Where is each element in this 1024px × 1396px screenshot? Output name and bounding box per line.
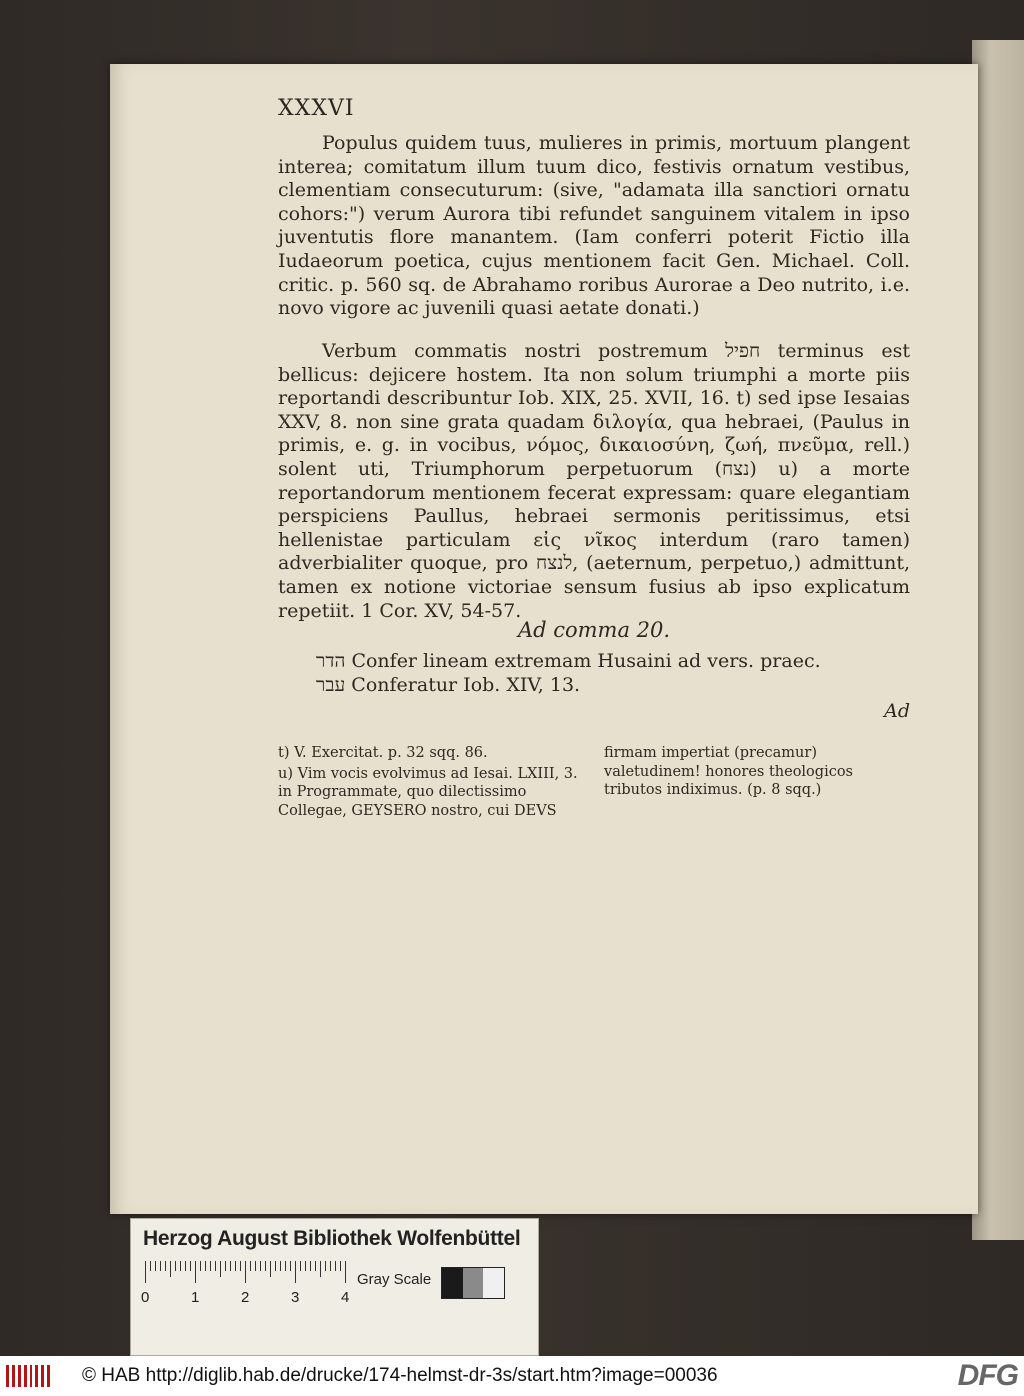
ruler-tick: [185, 1261, 186, 1271]
ruler-number: 4: [341, 1289, 350, 1306]
ruler-tick: [280, 1261, 281, 1271]
ruler-tick: [200, 1261, 201, 1271]
grayscale-patch: [463, 1268, 484, 1298]
card-title: Herzog August Bibliothek Wolfenbüttel: [143, 1227, 521, 1250]
footnote-u-continued: firmam impertiat (precamur) valetudinem! honores theologicos tributos indiximus. (p. 8 sqq.): [604, 745, 853, 798]
footnote-column-left: [278, 744, 584, 822]
footnotes: [278, 744, 910, 822]
ruler-number: 2: [241, 1289, 250, 1306]
dfg-logo: DFG: [957, 1359, 1018, 1392]
ruler-tick: [275, 1261, 276, 1271]
ruler-tick: [205, 1261, 206, 1271]
ruler-tick: [220, 1261, 221, 1277]
paragraph-2: Verbum commatis nostri postremum חפיל terminus est bellicus: dejicere hostem. Ita non solum triumphi a morte piis reportandi describuntur Iob. XIX, 25. XVII, 16. t) sed ipse Iesaias XXV, 8. non sine grata quadam διλογία, qua hebraei, (Paulus in primis, e. g. in vocibus, νόμος, δικαιοσύνη, ζωή, πνεῦμα, rell.) solent uti, Triumphorum perpetuorum (נצח) u) a morte reportandorum mentionem fecerat expressam: quare elegantiam perspiciens Paullus, hebraei sermonis peritissimus, etsi hellenistae particulam εἰς νῖκος interdum (raro tamen) adverbialiter quoque, pro לנצח, (aeternum, perpetuo,) admittunt, tamen ex notione victoriae sensum fusius ab ipso explicatum repetiit. 1 Cor. XV, 54-57.: [278, 340, 910, 622]
ruler-tick: [175, 1261, 176, 1271]
ruler-tick: [250, 1261, 251, 1271]
copyright-url[interactable]: © HAB http://diglib.hab.de/drucke/174-helmst-dr-3s/start.htm?image=00036: [82, 1365, 718, 1386]
ruler-tick: [335, 1261, 336, 1271]
ruler-tick: [290, 1261, 291, 1271]
page-header: XXXVI: [278, 96, 355, 121]
ruler-tick: [260, 1261, 261, 1271]
ruler-tick: [150, 1261, 151, 1271]
ruler-tick: [210, 1261, 211, 1271]
ruler-number: 1: [191, 1289, 200, 1306]
ruler-tick: [195, 1261, 196, 1283]
footnote-column-right: [604, 744, 910, 822]
ruler-tick: [190, 1261, 191, 1271]
viewer-footer: [0, 1356, 1024, 1396]
footnote-u: u) Vim vocis evolvimus ad Iesai. LXIII, 3. in Programmate, quo dilectissimo Collegae, GEYSERO nostro, cui DEVS: [278, 765, 578, 819]
grayscale-patch: [442, 1268, 463, 1298]
ruler-tick: [345, 1261, 346, 1283]
grayscale-patch: [483, 1268, 504, 1298]
ruler-number: 0: [141, 1289, 150, 1306]
ruler-tick: [165, 1261, 166, 1271]
color-reference-card: [130, 1218, 539, 1356]
ruler-tick: [270, 1261, 271, 1277]
ruler-number: 3: [291, 1289, 300, 1306]
ruler-tick: [245, 1261, 246, 1283]
grayscale-swatch: [441, 1267, 505, 1299]
ruler-tick: [160, 1261, 161, 1271]
ruler-tick: [155, 1261, 156, 1271]
ruler-tick: [225, 1261, 226, 1271]
ruler-tick: [295, 1261, 296, 1283]
section-heading: Ad comma 20.: [517, 618, 671, 642]
ruler-tick: [330, 1261, 331, 1271]
ruler-tick: [340, 1261, 341, 1271]
ruler-tick: [300, 1261, 301, 1271]
ruler-tick: [230, 1261, 231, 1271]
commentary-line-1: הדר Confer lineam extremam Husaini ad vers. praec.: [316, 650, 821, 672]
ruler-tick: [255, 1261, 256, 1271]
ruler-scale: [141, 1261, 350, 1317]
ruler-tick: [235, 1261, 236, 1271]
ruler-tick: [305, 1261, 306, 1271]
ruler-tick: [315, 1261, 316, 1271]
ruler-tick: [325, 1261, 326, 1271]
footnote-t: t) V. Exercitat. p. 32 sqq. 86.: [278, 745, 488, 761]
catchword: Ad: [884, 700, 910, 722]
ruler-tick: [240, 1261, 241, 1271]
commentary-line-2: עבר Conferatur Iob. XIV, 13.: [316, 674, 581, 696]
ruler-tick: [265, 1261, 266, 1271]
ruler-tick: [310, 1261, 311, 1271]
grayscale-label: Gray Scale: [357, 1271, 432, 1288]
ruler-tick: [145, 1261, 146, 1283]
ruler-tick: [320, 1261, 321, 1277]
paragraph-1: Populus quidem tuus, mulieres in primis, mortuum plangent interea; comitatum illum tuum dico, festivis ornatum vestibus, clementiam consecuturum: (sive, "adamata illa sanctiori ornatu cohors:") verum Aurora tibi refundet sanguinem vitalem in ipso juventutis flore manantem. (Iam conferri poterit Fictio illa Iudaeorum poetica, cujus mentionem facit Gen. Michael. Coll. critic. p. 560 sq. de Abrahamo roribus Aurorae a Deo nutrito, i.e. novo vigore ac juvenili quasi aetate donati.): [278, 132, 910, 320]
ruler-tick: [170, 1261, 171, 1277]
hab-logo-icon: [6, 1363, 50, 1389]
ruler-tick: [215, 1261, 216, 1271]
ruler-tick: [180, 1261, 181, 1271]
ruler-tick: [285, 1261, 286, 1271]
